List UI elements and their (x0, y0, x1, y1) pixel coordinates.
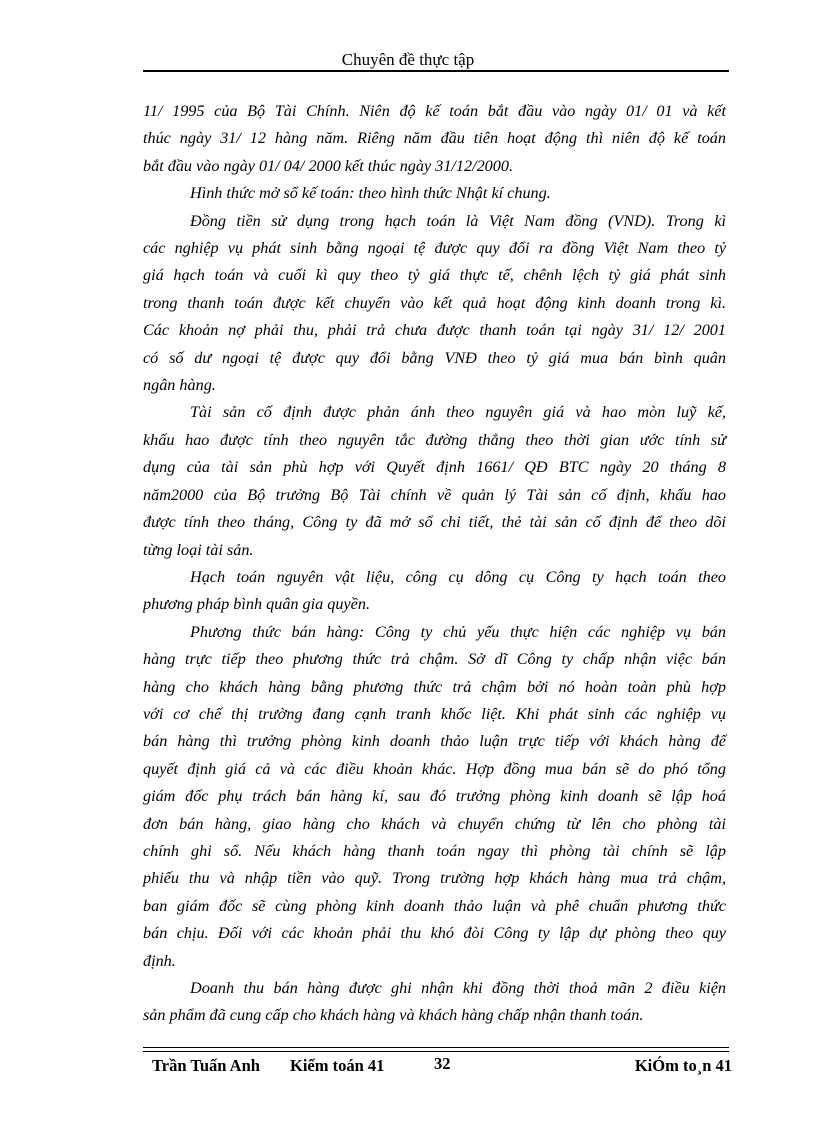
paragraph-sales-method-line-8: đơn bán hàng, giao hàng cho khách và chuyển chứng từ lên cho phòng tài (143, 814, 726, 833)
paragraph-materials-line-1: Hạch toán nguyên vật liệu, công cụ dông cụ Công ty hạch toán theo (190, 567, 726, 586)
paragraph-sales-method-line-2: hàng trực tiếp theo phương thức trả chậm. Sở dĩ Công ty chấp nhận việc bán (143, 650, 726, 669)
footer-rule-bottom (143, 1051, 729, 1052)
paragraph-fixed-assets-line-2: khấu hao được tính theo nguyên tắc đường thẳng theo thời gian ước tính sử (143, 430, 726, 449)
paragraph-currency-line-3: giá hạch toán và cuối kì quy theo tỷ giá thực tế, chênh lệch tỷ giá phát sinh (143, 266, 726, 285)
body-text (143, 98, 726, 1030)
page-number: 32 (434, 1054, 451, 1073)
paragraph-currency-line-1: Đồng tiền sử dụng trong hạch toán là Việt Nam đồng (VND). Trong kì (190, 211, 726, 230)
header-rule (143, 70, 729, 72)
paragraph-sales-method-line-1: Phương thức bán hàng: Công ty chủ yếu thực hiện các nghiệp vụ bán (190, 622, 726, 641)
paragraph-currency-line-7: ngân hàng. (143, 376, 216, 395)
header-title: Chuyên đề thực tập (341, 50, 475, 69)
paragraph-sales-method-line-12: bán chịu. Đối với các khoản phải thu khó đòi Công ty lập dự phòng theo quy (143, 924, 726, 943)
paragraph-sales-method-line-7: giám đốc phụ trách bán hàng kí, sau đó trưởng phòng kinh doanh sẽ lập hoá (143, 787, 726, 806)
paragraph-sales-method-line-4: với cơ chế thị trường đang cạnh tranh khốc liệt. Khi phát sinh các nghiệp vụ (143, 704, 726, 723)
paragraph-revenue-line-1: Doanh thu bán hàng được ghi nhận khi đồng thời thoả mãn 2 điều kiện (190, 979, 726, 997)
paragraph-sales-method-line-3: hàng cho khách hàng bằng phương thức trả chậm bởi nó hoàn toàn phù hợp (143, 677, 726, 696)
paragraph-fixed-assets-line-6: từng loại tài sản. (143, 540, 254, 559)
paragraph-currency-line-6: có số dư ngoại tệ được quy đổi bằng VNĐ theo tỷ giá mua bán bình quân (143, 348, 726, 367)
footer-class-name: Kiểm toán 41 (290, 1056, 385, 1075)
paragraph-materials-line-2: phương pháp bình quân gia quyền. (143, 595, 370, 614)
paragraph-fixed-assets-line-4: năm2000 của Bộ trưởng Bộ Tài chính về quản lý Tài sản cố định, khấu hao (143, 485, 726, 504)
paragraph-fixed-assets-line-3: dụng của tài sản phù hợp với Quyết định 1661/ QĐ BTC ngày 20 tháng 8 (143, 458, 726, 477)
paragraph-currency-line-2: các nghiệp vụ phát sinh bằng ngoại tệ được quy đổi ra đồng Việt Nam theo tỷ (143, 239, 726, 258)
paragraph-fiscal-year-line-1: 11/ 1995 của Bộ Tài Chính. Niên độ kế toán bắt đầu vào ngày 01/ 01 và kết (143, 102, 726, 120)
paragraph-sales-method-line-9: chính ghi sổ. Nếu khách hàng thanh toán ngay thì phòng tài chính sẽ lập (143, 841, 726, 860)
paragraph-sales-method-line-10: phiếu thu và nhập tiền vào quỹ. Trong trường hợp khách hàng mua trả chậm, (143, 869, 726, 888)
paragraph-fixed-assets-line-5: được tính theo tháng, Công ty đã mở sổ chi tiết, thẻ tài sản cố định để theo dõi (143, 513, 726, 532)
paragraph-sales-method-line-6: quyết định giá cả và các điều khoản khác. Hợp đồng mua bán sẽ do phó tổng (143, 759, 726, 778)
paragraph-fiscal-year-line-2: thúc ngày 31/ 12 hàng năm. Riêng năm đầu tiên hoạt động thì niên độ kế toán (143, 129, 726, 148)
paragraph-sales-method-line-5: bán hàng thì trưởng phòng kinh doanh thảo luận trực tiếp với khách hàng để (143, 732, 726, 751)
paragraph-fiscal-year-line-3: bắt đầu vào ngày 01/ 04/ 2000 kết thúc ngày 31/12/2000. (143, 156, 514, 175)
paragraph-sales-method-line-11: ban giám đốc sẽ cùng phòng kinh doanh thảo luận và phê chuẩn phương thức (143, 896, 726, 915)
paragraph-fixed-assets-line-1: Tài sản cố định được phản ánh theo nguyên giá và hao mòn luỹ kế, (190, 403, 726, 422)
paragraph-sales-method-line-13: định. (143, 951, 176, 970)
paragraph-bookkeeping-form: Hình thức mở sổ kế toán: theo hình thức Nhật kí chung. (190, 184, 551, 203)
footer-right-label: KiÓm to¸n 41 (634, 1056, 732, 1075)
footer-rule-top (143, 1047, 729, 1048)
paragraph-currency-line-4: trong thanh toán được kết chuyển vào kết quả hoạt động kinh doanh trong kì. (143, 293, 726, 312)
footer-author: Trần Tuấn Anh (152, 1056, 260, 1075)
paragraph-currency-line-5: Các khoản nợ phải thu, phải trả chưa được thanh toán tại ngày 31/ 12/ 2001 (143, 321, 726, 340)
paragraph-revenue-line-2: sản phẩm đã cung cấp cho khách hàng và khách hàng chấp nhận thanh toán. (143, 1006, 644, 1025)
